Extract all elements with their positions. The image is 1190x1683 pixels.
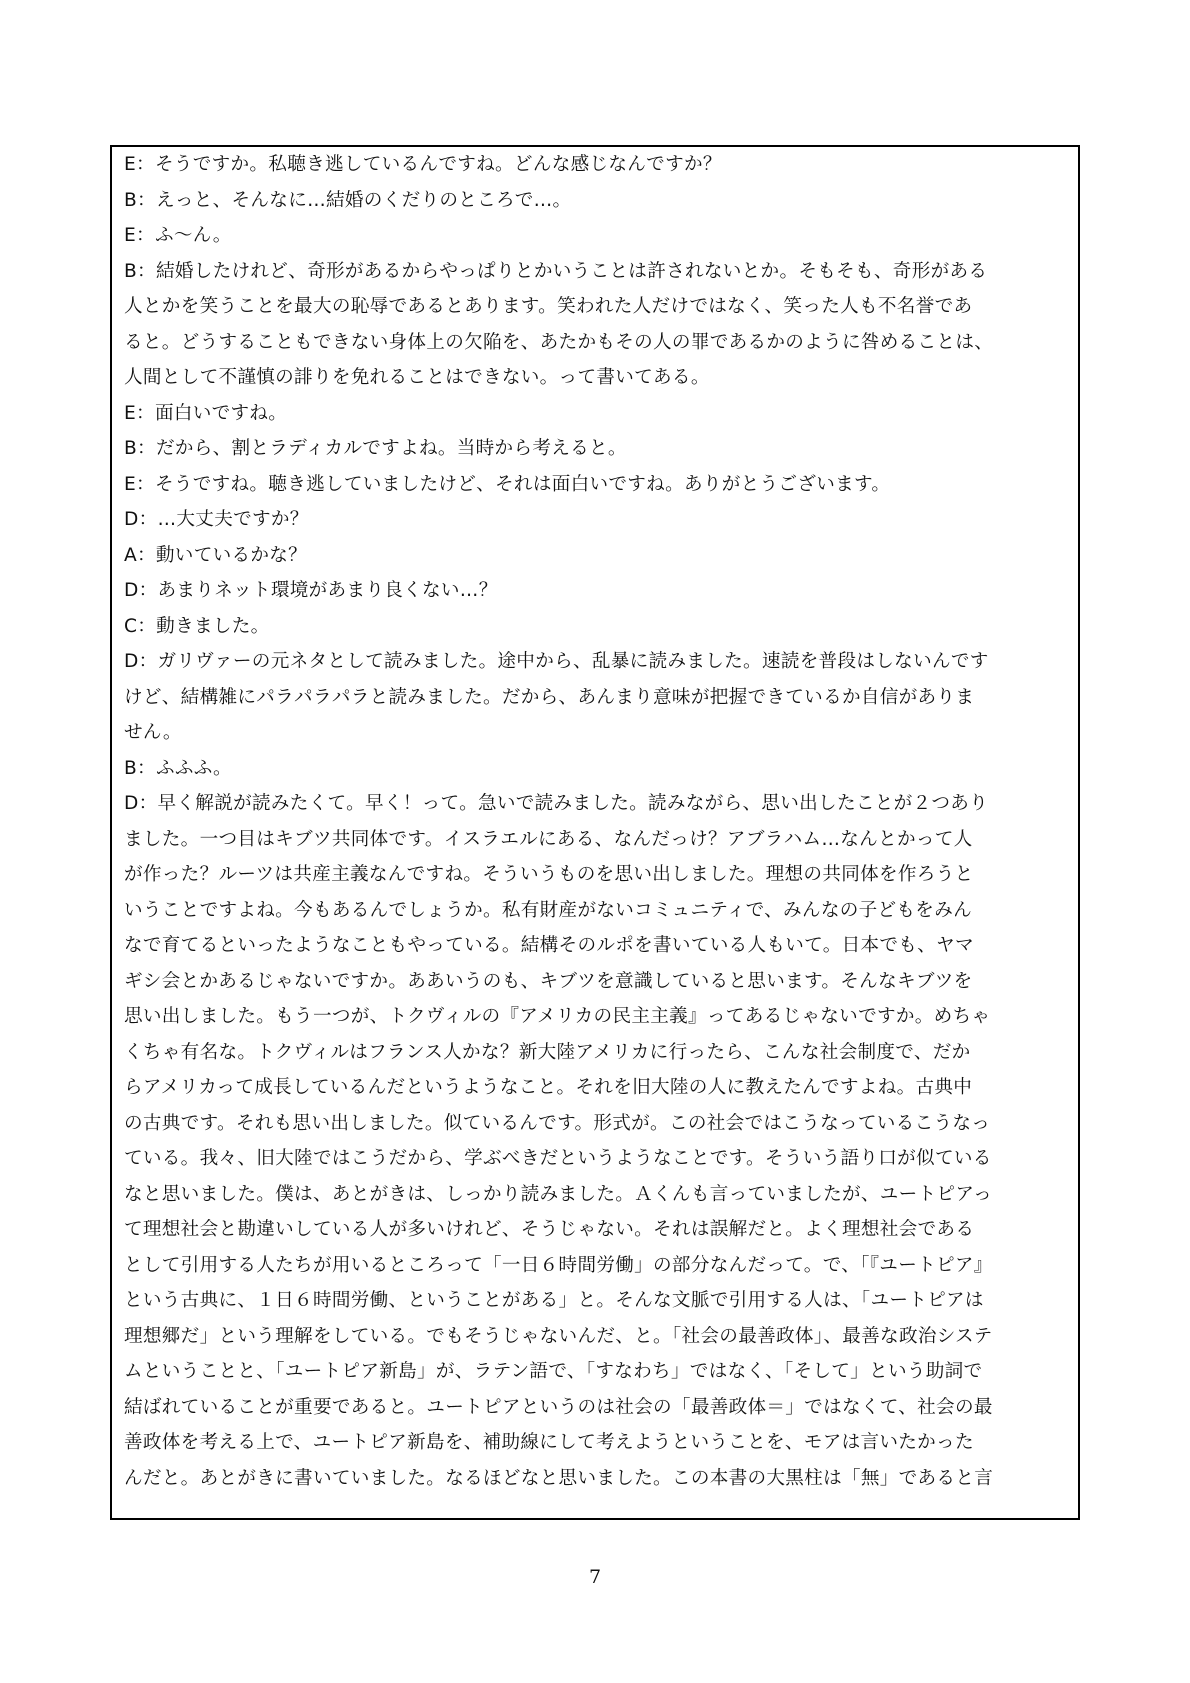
transcript-line: ました。一つ目はキブツ共同体です。イスラエルにある、なんだっけ？アブラハム…なんとかって人 bbox=[124, 828, 973, 850]
transcript-line: らアメリカって成長しているんだというようなこと。それを旧大陸の人に教えたんですよね。古典中 bbox=[124, 1077, 973, 1098]
transcript-line: 人とかを笑うことを最大の恥辱であるとあります。笑われた人だけではなく、笑った人も不名誉であ bbox=[124, 296, 973, 317]
transcript-line: という古典に、１日６時間労働、ということがある」と。そんな文脈で引用する人は、「ユートピアは bbox=[124, 1290, 984, 1311]
transcript-line: せん。 bbox=[124, 722, 182, 743]
transcript-line: 思い出しました。もう一つが、トクヴィルの『アメリカの民主主義』ってあるじゃないですか。めちゃ bbox=[124, 1006, 991, 1027]
transcript-lines bbox=[124, 147, 1070, 1496]
transcript-line: ている。我々、旧大陸ではこうだから、学ぶべきだというようなことです。そういう語り口が似ている bbox=[124, 1148, 992, 1169]
transcript-line: くちゃ有名な。トクヴィルはフランス人かな？新大陸アメリカに行ったら、こんな社会制度で、だか bbox=[124, 1041, 971, 1063]
transcript-line: D：あまりネット環境があまり良くない…？ bbox=[124, 580, 498, 601]
transcript-line: 結ばれていることが重要であると。ユートピアというのは社会の「最善政体＝」ではなくて、社会の最 bbox=[124, 1396, 993, 1418]
transcript-line: B：えっと、そんなに…結婚のくだりのところで…。 bbox=[124, 189, 572, 211]
transcript-line: C：動きました。 bbox=[124, 615, 270, 637]
transcript-line: 理想郷だ」という理解をしている。でもそうじゃないんだ、と。「社会の最善政体」、最善な政治システ bbox=[124, 1325, 993, 1347]
page-number: 7 bbox=[588, 1566, 602, 1588]
transcript-line: D：早く解説が読みたくて。早く！って。急いで読みました。読みながら、思い出したことが２つあり bbox=[124, 793, 989, 814]
transcript-line: として引用する人たちが用いるところって「一日６時間労働」の部分なんだって。で、「『ユートピア』 bbox=[124, 1254, 993, 1276]
transcript-line: 善政体を考える上で、ユートピア新島を、補助線にして考えようということを、モアは言いたかった bbox=[124, 1432, 974, 1453]
transcript-line: E：ふ～ん。 bbox=[124, 225, 232, 246]
transcript-line: B：結婚したけれど、奇形があるからやっぱりとかいうことは許されないとか。そもそも、奇形がある bbox=[124, 260, 988, 282]
transcript-line: D：ガリヴァーの元ネタとして読みました。途中から、乱暴に読みました。速読を普段はしないんです bbox=[124, 651, 989, 672]
transcript-line: 人間として不謹慎の誹りを免れることはできない。って書いてある。 bbox=[124, 367, 710, 388]
transcript-line: が作った？ルーツは共産主義なんですね。そういうものを思い出しました。理想の共同体を作ろうと bbox=[124, 864, 974, 885]
transcript-line: いうことですよね。今もあるんでしょうか。私有財産がないコミュニティで、みんなの子どもをみん bbox=[124, 899, 972, 921]
transcript-line: ると。どうすることもできない身体上の欠陥を、あたかもその人の罪であるかのように咎めることは、 bbox=[124, 331, 994, 353]
transcript-line: ギシ会とかあるじゃないですか。ああいうのも、キブツを意識していると思います。そんなキブツを bbox=[124, 970, 973, 992]
transcript-line: なと思いました。僕は、あとがきは、しっかり読みました。Ａくんも言っていましたが、ユートピアっ bbox=[124, 1183, 992, 1205]
transcript-line: E：面白いですね。 bbox=[124, 402, 288, 424]
transcript-line: D：…大丈夫ですか？ bbox=[124, 509, 309, 530]
transcript-line: なで育てるといったようなこともやっている。結構そのルポを書いている人もいて。日本でも、ヤマ bbox=[124, 935, 974, 956]
transcript-line: A：動いているかな？ bbox=[124, 544, 308, 566]
transcript-line: E：そうですね。聴き逃していましたけど、それは面白いですね。ありがとうございます。 bbox=[124, 473, 891, 495]
transcript-line: けど、結構雑にパラパラパラと読みました。だから、あんまり意味が把握できているか自信がありま bbox=[124, 686, 975, 708]
transcript-line: B：ふふふ。 bbox=[124, 757, 232, 779]
transcript-line: て理想社会と勘違いしている人が多いけれど、そうじゃない。それは誤解だと。よく理想社会である bbox=[124, 1219, 975, 1240]
transcript-line: ムということと、「ユートピア新島」が、ラテン語で、「すなわち」ではなく、「そして」という助詞で bbox=[124, 1361, 983, 1382]
transcript-line: の古典です。それも思い出しました。似ているんです。形式が。この社会ではこうなっているこうなっ bbox=[124, 1112, 991, 1134]
transcript-box bbox=[110, 145, 1080, 1520]
transcript-line: B：だから、割とラディカルですよね。当時から考えると。 bbox=[124, 438, 627, 459]
transcript-line: んだと。あとがきに書いていました。なるほどなと思いました。この本書の大黒柱は「無」であると言 bbox=[124, 1467, 994, 1489]
transcript-line: E：そうですか。私聴き逃しているんですね。どんな感じなんですか？ bbox=[124, 154, 722, 175]
